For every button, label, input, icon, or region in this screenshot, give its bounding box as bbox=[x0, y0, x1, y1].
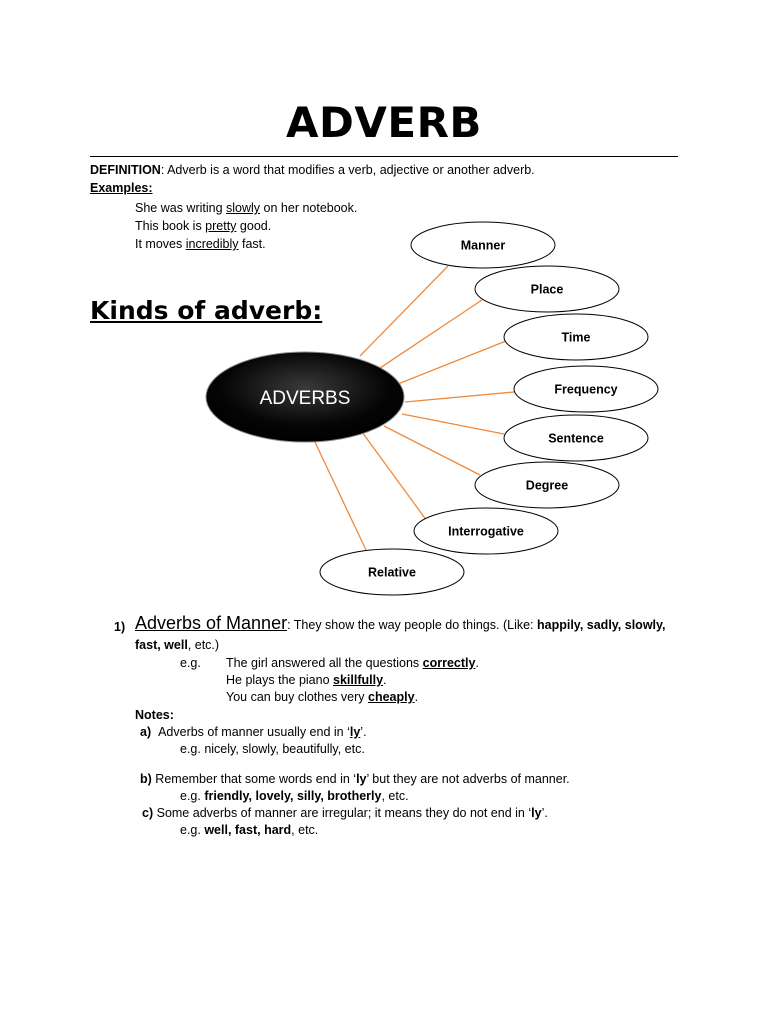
kind-node-frequency bbox=[514, 366, 658, 412]
note-c-word: ly bbox=[531, 806, 542, 820]
connector-degree bbox=[384, 426, 480, 475]
note-b-eg-pre: e.g. bbox=[180, 789, 205, 803]
section-heading: Adverbs of Manner bbox=[135, 613, 288, 633]
section-intro-text: : They show the way people do things. (Like: bbox=[287, 618, 537, 632]
connector-interrogative bbox=[362, 432, 427, 521]
note-c-label: c) bbox=[142, 806, 154, 820]
note-a-pre: Adverbs of manner usually end in ‘ bbox=[158, 725, 350, 739]
example-2-pre: This book is bbox=[135, 219, 206, 233]
note-c-eg-words: well, fast, hard bbox=[204, 823, 292, 837]
note-b bbox=[140, 771, 570, 788]
kind-node-sentence bbox=[504, 415, 648, 461]
section-number: 1) bbox=[114, 620, 126, 634]
kind-label-time: Time bbox=[561, 330, 591, 345]
connector-relative bbox=[314, 440, 366, 550]
note-a-word: ly bbox=[349, 725, 361, 739]
note-b-word: ly bbox=[356, 772, 367, 786]
example-1-post: on her notebook. bbox=[260, 201, 358, 215]
like-words-2: fast, well bbox=[135, 638, 188, 652]
note-b-pre: Remember that some words end in ‘ bbox=[155, 772, 357, 786]
kind-node-manner bbox=[411, 222, 555, 268]
note-a-post: ’. bbox=[360, 725, 367, 739]
eg3-pre: You can buy clothes very bbox=[226, 690, 368, 704]
eg3-post: . bbox=[414, 690, 419, 704]
note-c-post: ’. bbox=[541, 806, 548, 820]
center-label: ADVERBS bbox=[259, 388, 351, 409]
note-a-label: a) bbox=[140, 725, 152, 739]
eg2-pre: He plays the piano bbox=[226, 673, 334, 687]
section-intro bbox=[135, 613, 695, 635]
connector-manner bbox=[360, 266, 448, 356]
example-3-pre: It moves bbox=[135, 237, 186, 251]
note-c-eg-post: , etc. bbox=[291, 823, 319, 837]
connector-place bbox=[380, 300, 482, 368]
kind-node-time bbox=[504, 314, 648, 360]
note-b-example bbox=[180, 788, 409, 805]
like-words-1: happily, sadly, slowly, bbox=[537, 618, 666, 632]
note-c-eg-pre: e.g. bbox=[180, 823, 205, 837]
kind-label-frequency: Frequency bbox=[554, 382, 618, 397]
example-3-post: fast. bbox=[238, 237, 266, 251]
kind-label-sentence: Sentence bbox=[548, 431, 604, 446]
intro-end: , etc.) bbox=[187, 638, 220, 652]
example-2-post: good. bbox=[236, 219, 272, 233]
note-b-post: ’ but they are not adverbs of manner. bbox=[366, 772, 570, 786]
kinds-heading: Kinds of adverb: bbox=[90, 296, 323, 325]
notes-label: Notes: bbox=[135, 708, 174, 722]
eg1-word: correctly bbox=[422, 656, 476, 670]
section-intro-line2 bbox=[135, 637, 219, 654]
definition-label: DEFINITION bbox=[90, 163, 161, 177]
examples-label: Examples: bbox=[90, 181, 153, 195]
note-c-example bbox=[180, 822, 318, 839]
note-c bbox=[142, 805, 548, 822]
eg3-word: cheaply bbox=[368, 690, 415, 704]
kind-node-place bbox=[475, 266, 619, 312]
kind-node-relative bbox=[320, 549, 464, 595]
eg2-post: . bbox=[383, 673, 387, 687]
note-b-eg-words: friendly, lovely, silly, brotherly bbox=[204, 789, 382, 803]
kind-label-degree: Degree bbox=[525, 478, 569, 493]
example-2-adverb: pretty bbox=[205, 219, 237, 233]
connector-time bbox=[398, 341, 506, 384]
note-a bbox=[140, 724, 367, 741]
kind-node-degree bbox=[475, 462, 619, 508]
kind-label-relative: Relative bbox=[368, 565, 416, 580]
eg-line-1 bbox=[226, 655, 479, 672]
kind-label-place: Place bbox=[530, 282, 564, 297]
example-3-adverb: incredibly bbox=[185, 237, 239, 251]
kind-node-interrogative bbox=[414, 508, 558, 554]
definition-text: : Adverb is a word that modifies a verb, adjective or another adverb. bbox=[160, 163, 535, 177]
eg-line-2 bbox=[226, 672, 387, 689]
eg2-word: skillfully bbox=[333, 673, 384, 687]
page-title: ADVERB bbox=[286, 98, 482, 147]
kind-label-manner: Manner bbox=[460, 238, 506, 253]
note-b-label: b) bbox=[140, 772, 152, 786]
kind-label-interrogative: Interrogative bbox=[448, 524, 524, 539]
example-1-adverb: slowly bbox=[226, 201, 261, 215]
eg-line-3 bbox=[226, 689, 418, 706]
eg1-pre: The girl answered all the questions bbox=[226, 656, 423, 670]
connector-frequency bbox=[405, 392, 514, 402]
note-c-pre: Some adverbs of manner are irregular; it means they do not end in ‘ bbox=[156, 806, 532, 820]
connector-sentence bbox=[402, 414, 504, 434]
example-1-pre: She was writing bbox=[135, 201, 227, 215]
eg1-post: . bbox=[475, 656, 479, 670]
eg-label: e.g. bbox=[180, 656, 201, 670]
note-a-example: e.g. nicely, slowly, beautifully, etc. bbox=[180, 742, 365, 756]
note-b-eg-post: , etc. bbox=[381, 789, 409, 803]
